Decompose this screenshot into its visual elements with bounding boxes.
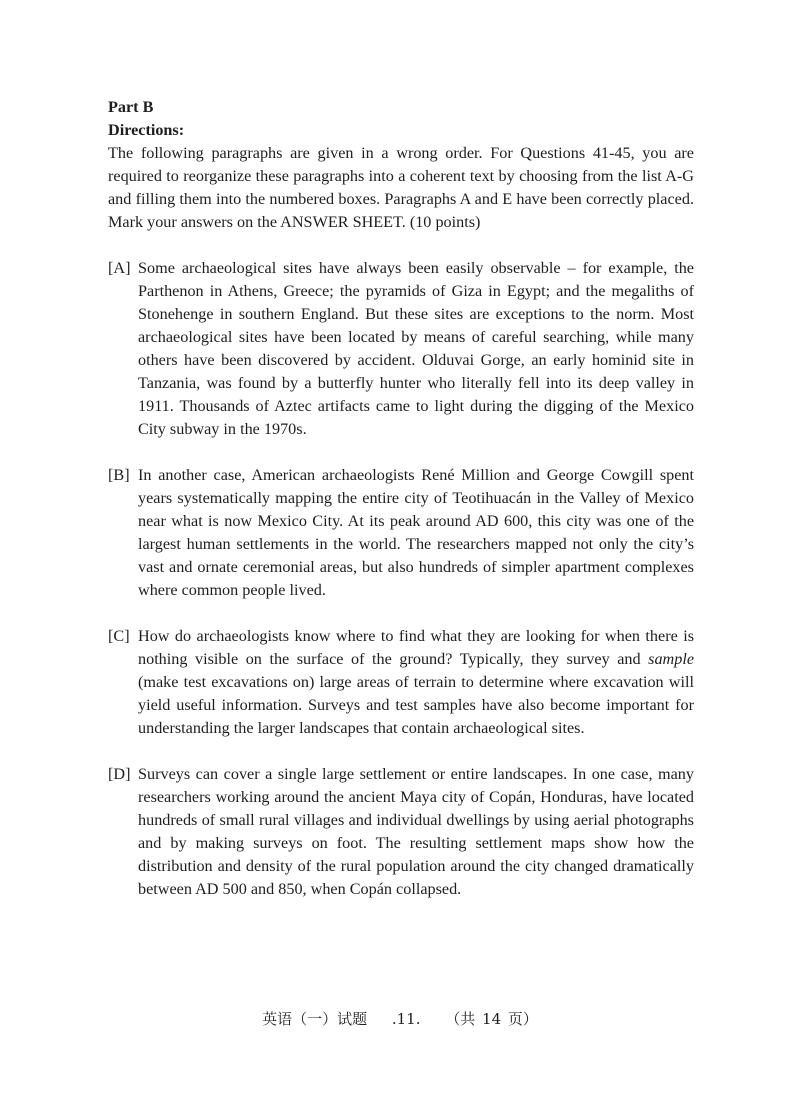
footer-total-pages: （共 14 页）: [445, 1010, 538, 1028]
part-title: Part B: [108, 98, 154, 116]
paragraph-text: In another case, American archaeologists René Million and George Cowgill spent years systematically mapping the entire city of Teotihuacán in the Valley of Mexico near what is now Mexico City. At its peak around AD 600, this city was one of the largest human settlements in the world. The researchers mapped not only the city’s vast and ornate ceremonial areas, but also hundreds of simpler apartment complexes where common people lived.: [138, 466, 694, 599]
directions-heading: Directions:: [108, 121, 185, 139]
paragraph-text: Some archaeological sites have always been easily observable – for example, the Parthenon in Athens, Greece; the pyramids of Giza in Egypt; and the megaliths of Stonehenge in southern England. But these sites are exceptions to the norm. Most archaeological sites have been located by means of careful searching, while many others have been discovered by accident. Olduvai Gorge, an early hominid site in Tanzania, was found by a butterfly hunter who literally fell into its deep valley in 1911. Thousands of Aztec artifacts came to light during the digging of the Mexico City subway in the 1970s.: [138, 259, 694, 438]
directions-text: The following paragraphs are given in a wrong order. For Questions 41-45, you are required to reorganize these paragraphs into a coherent text by choosing from the list A-G and filling them into the numbered boxes. Paragraphs A and E have been correctly placed. Mark your answers on the ANSWER SHEET. (10 points): [108, 144, 694, 231]
paragraph-text-part: How do archaeologists know where to find what they are looking for when there is nothing visible on the surface of the ground? Typically, they survey and: [138, 627, 694, 668]
paragraph-b: [108, 464, 694, 602]
paragraph-a: [108, 257, 694, 441]
footer-subject: 英语（一）试题: [262, 1010, 368, 1028]
exam-page: [108, 96, 694, 901]
italic-term: sample: [648, 650, 694, 668]
paragraph-label: [B]: [108, 466, 130, 484]
page-footer: [0, 1008, 800, 1030]
footer-page-number: .11.: [391, 1010, 421, 1028]
paragraph-d: [108, 763, 694, 901]
paragraph-text: [138, 625, 694, 740]
paragraph-label: [D]: [108, 765, 131, 783]
paragraph-text: Surveys can cover a single large settlement or entire landscapes. In one case, many researchers working around the ancient Maya city of Copán, Honduras, have located hundreds of small rural villages and individual dwellings by using aerial photographs and by making surveys on foot. The resulting settlement maps show how the distribution and density of the rural population around the city changed dramatically between AD 500 and 850, when Copán collapsed.: [138, 765, 694, 898]
paragraph-label: [A]: [108, 259, 131, 277]
paragraph-text-part: (make test excavations on) large areas of terrain to determine where excavation will yield useful information. Surveys and test samples have also become important for understanding the larger landscapes that contain archaeological sites.: [138, 673, 694, 737]
paragraph-label: [C]: [108, 627, 130, 645]
paragraph-c: [108, 625, 694, 740]
